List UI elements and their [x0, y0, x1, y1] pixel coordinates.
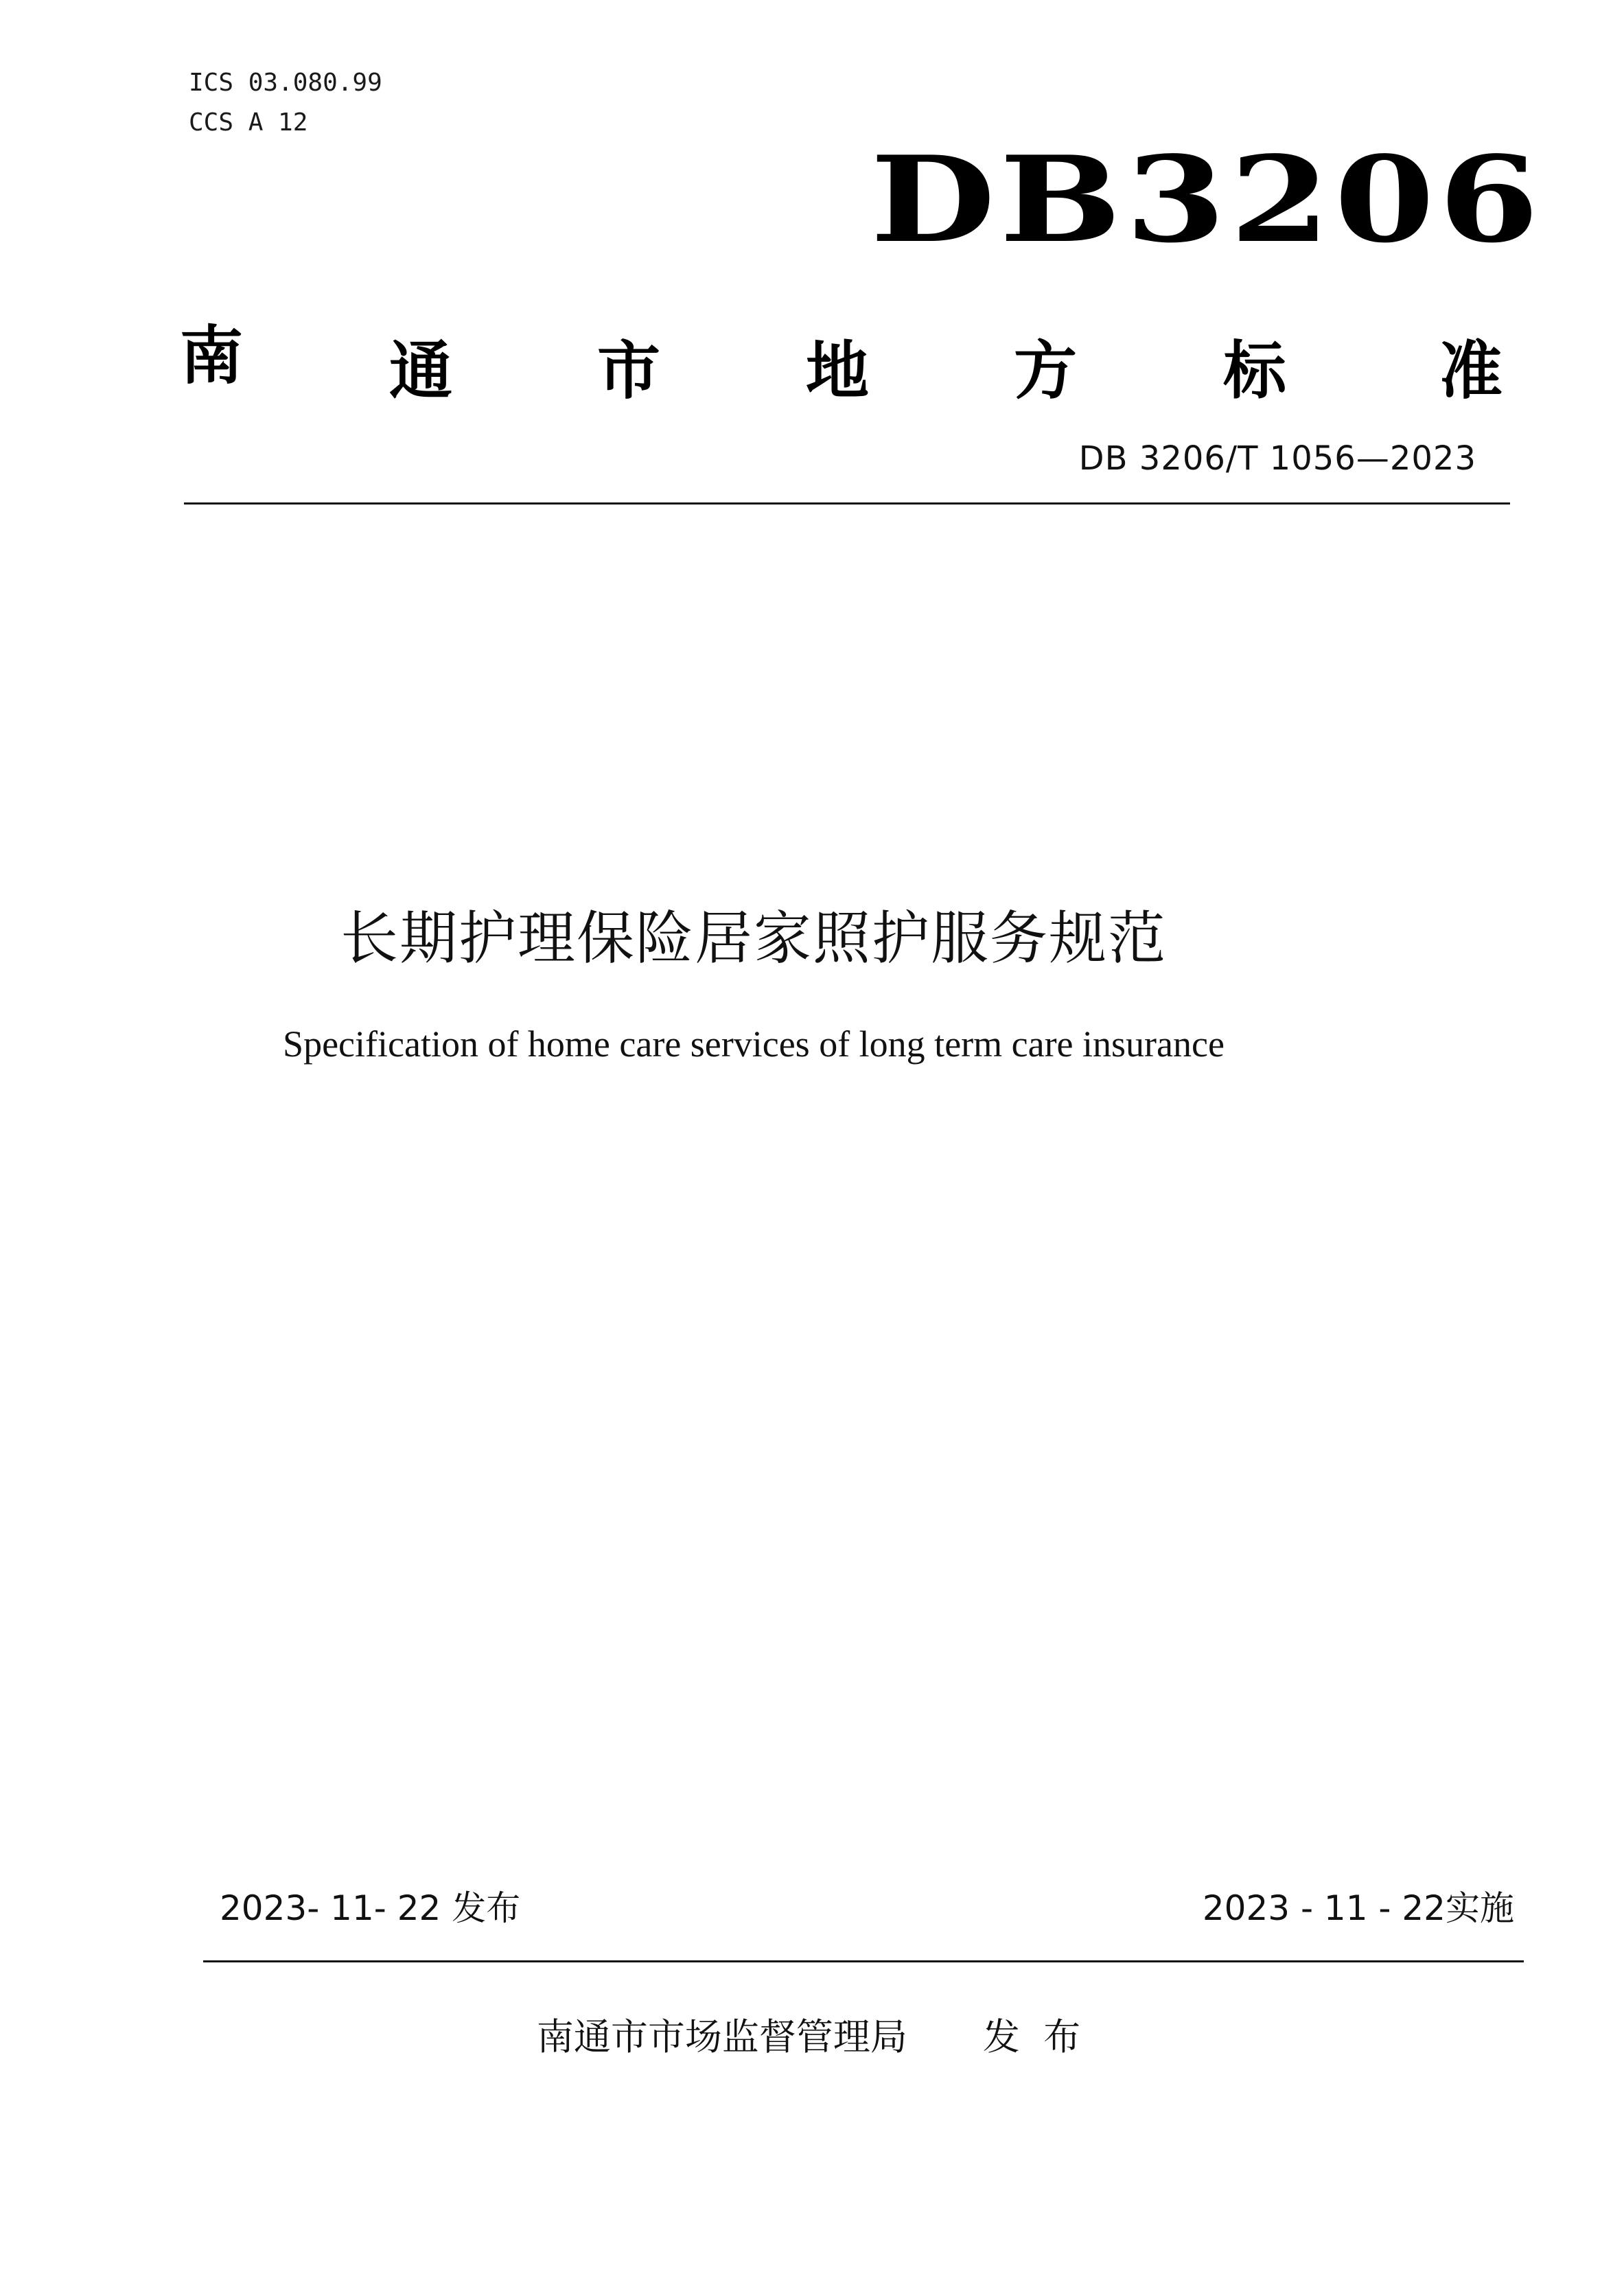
header-divider: [184, 502, 1510, 505]
authority-char: 通: [389, 334, 453, 408]
ccs-code: CCS A 12: [189, 108, 308, 137]
classification-codes: [189, 63, 382, 143]
implementation-date: 2023 - 11 - 22实施: [1202, 1888, 1514, 1928]
footer-divider: [203, 1960, 1524, 1962]
authority-char: 标: [1223, 334, 1287, 408]
authority-char: 市: [597, 334, 661, 408]
issuer-name: 南通市市场监督管理局: [536, 2015, 907, 2059]
authority-char: 准: [1439, 334, 1503, 408]
standard-number: DB 3206/T 1056—2023: [1078, 439, 1476, 478]
ics-code: ICS 03.080.99: [189, 69, 382, 97]
publish-date: 2023- 11- 22 发布: [220, 1888, 521, 1928]
authority-char: 南: [180, 319, 244, 393]
chinese-title: 长期护理保险居家照护服务规范: [340, 905, 1167, 972]
issuer-line: [0, 2008, 1624, 2061]
authority-char: 地: [806, 334, 870, 408]
authority-char: 方: [1014, 334, 1078, 408]
authority-title: [180, 305, 1508, 408]
english-title: Specification of home care services of long term care insurance: [283, 1023, 1225, 1065]
issuer-action: 发 布: [982, 2015, 1081, 2059]
db-standard-logo: DB3206: [870, 130, 1544, 269]
